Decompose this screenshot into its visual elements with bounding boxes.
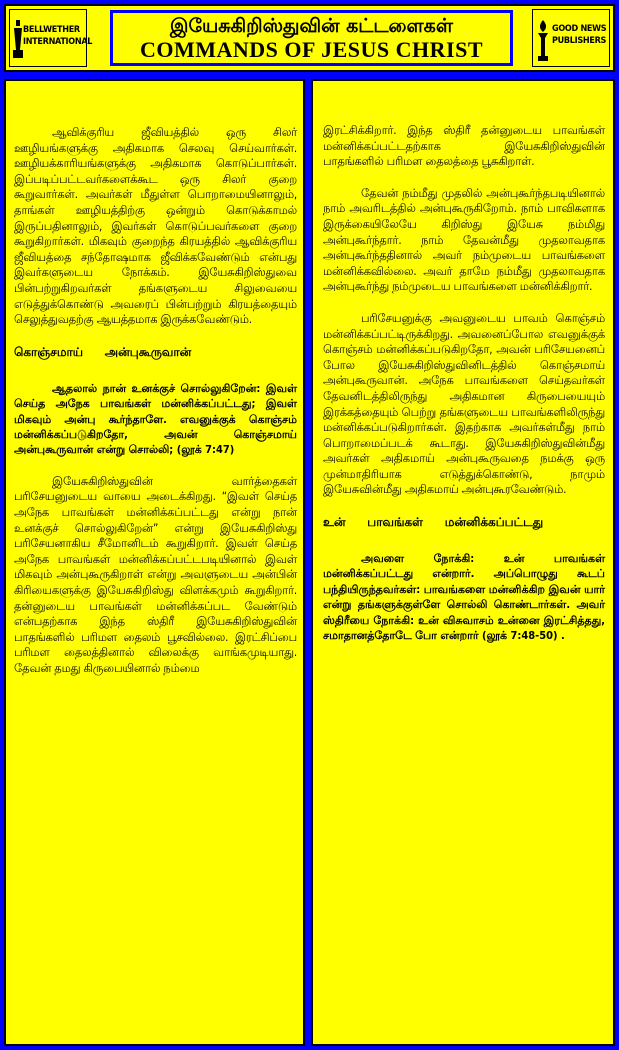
right-paragraph-1: இரட்சிக்கிறார். இந்த ஸ்திரீ தன்னுடைய பாவங்கள் மன்னிக்கப்பட்டதற்காக இயேசுகிறிஸ்துவின் பாதங்களில் பரிமள தைலத்தை பூசுகிறாள். — [323, 123, 605, 169]
right-paragraph-2: தேவன் நம்மீது முதலில் அன்புகூர்ந்தபடியினால் நாம் அவரிடத்தில் அன்புகூருகிறோம். நாம் பாவிகளாக இருக்கையிலேயே கிறிஸ்து இயேசு நம்மிது அன்புகூர்ந்தார். நாம் தேவன்மீது முதலாவதாக அன்புகூர்ந்ததினால் அவர் நம்முடைய பாவங்களை மன்னிக்கவில்லை. அவர் தாமே நம்மீது முதலாவதாக அன்புகூர்ந்து நம்முடைய பாவங்களை மன்னிக்கிறார். — [323, 185, 605, 294]
left-paragraph-1: ஆவிக்குரிய ஜீவியத்தில் ஒரு சிலர் ஊழியங்களுக்கு அதிகமாக செலவு செய்வார்கள். ஊழியக்காரியங்களுக்கு அதிகமாக கொடுப்பார்கள். இப்படிப்பட்டவர்களைக்கூட ஒரு சிலர் குறை கூறுவார்கள். அவர்கள் மீதுள்ள பொறாமையினாலும், தாங்கள் ஊழியத்திற்கு ஒன்றும் கொடுக்காமல் இருப்பதினாலும், இவர்கள் கொடுப்பவர்களை குறை கூறுகிறார்கள். மிகவும் குறைந்த கிரயத்தில் ஆவிக்குரிய ஜீவியத்தை சந்தோஷமாக ஜீவிக்கவேண்டும் என்பது இவர்களுடைய நோக்கம். இயேசுகிறிஸ்துவை பின்பற்றுகிறவர்கள் தங்களுடைய சிலுவையை எடுத்துக்கொண்டு அவரைப் பின்பற்றும் கிரயத்தையும் செலுத்துவதற்கு ஆயத்தமாக இருக்கவேண்டும். — [14, 125, 297, 327]
right-column — [311, 79, 615, 1046]
page-title-tamil: இயேசுகிறிஸ்துவின் கட்டளைகள் — [170, 15, 453, 37]
scripture-quote-luke-7-47: ஆதலால் நான் உனக்குச் சொல்லுகிறேன்: இவள் செய்த அநேக பாவங்கள் மன்னிக்கப்பட்டது; இவள் மிகவும் அன்பு கூர்ந்தாளே. எவனுக்குக் கொஞ்சம் மன்னிக்கப்படுகிறதோ, அவன் கொஞ்சமாய் அன்புகூருவான் என்று சொல்லி; (லூக் 7:47) — [14, 381, 297, 457]
left-column — [4, 79, 305, 1046]
logo-right-line2: PUBLISHERS — [552, 36, 607, 46]
logo-right-line1: GOOD NEWS — [552, 24, 607, 34]
bell-sheep-icon — [13, 20, 23, 60]
section-heading-little-love: கொஞ்சமாய் அன்புகூருவான் — [14, 344, 192, 359]
section-heading-sins-forgiven: உன் பாவங்கள் மன்னிக்கப்பட்டது — [323, 515, 544, 530]
right-paragraph-3: பரிசேயனுக்கு அவனுடைய பாவம் கொஞ்சம் மன்னிக்கப்பட்டிருக்கிறது. அவனைப்போல எவனுக்குக் கொஞ்சம் மன்னிக்கப்படுகிறதோ, அவன் பரிசேயனைப் போல இயேசுகிறிஸ்துவினிடத்தில் கொஞ்சமாய் அன்புகூருவான். அநேக பாவங்களை செய்தவர்கள் தேவனிடத்திலிருந்து அதிகமான கிருபையையும் இரக்கத்தையும் பெற்று தங்களுடைய பாவங்களிலிருந்து மன்னிக்கப்படுகிறார்கள். இதற்காக அவர்கள்மீது நாம் பொறாமைப்படக் கூடாது. இயேசுகிறிஸ்துவின்மீது அவர்கள் அதிகமாய் அன்புகூருவதை நமக்கு ஒரு முன்மாதிரியாக எடுத்துக்கொண்டு, நாமும் இயேசுவின்மீது அதிகமாய் அன்புகூரவேண்டும். — [323, 310, 605, 497]
scripture-quote-luke-7-48-50: அவளை நோக்கி: உன் பாவங்கள் மன்னிக்கப்பட்டது என்றார். அப்பொழுது கூடப் பந்தியிருந்தவர்கள்: பாவங்களை மன்னிக்கிற இவன் யார் என்று தங்களுக்குள்ளே சொல்லி கொண்டார்கள். அவர் ஸ்திரீயை நோக்கி: உன் விசுவாசம் உன்னை இரட்சித்தது, சமாதானத்தோடே போ என்றார் (லூக் 7:48-50) . — [323, 552, 605, 643]
torch-icon — [536, 20, 550, 62]
title-box — [110, 10, 513, 66]
bellwether-logo — [9, 9, 93, 67]
good-news-logo — [532, 9, 610, 67]
left-paragraph-2: இயேசுகிறிஸ்துவின் வார்த்தைகள் பரிசேயனுடைய வாயை அடைக்கிறது. “இவள் செய்த அநேக பாவங்கள் மன்னிக்கப்பட்டது என்று நான் உனக்குச் சொல்லுகிறேன்” என்று இயேசுகிறிஸ்து பரிசேயனாகிய சீமோனிடம் கூறுகிறார். இவள் செய்த அநேக பாவங்கள் மன்னிக்கப்பட்டபடியினால் இவள் மிகவும் அன்புகூருகிறாள் என்று அவளுடைய அன்பின் கிரியைகளுக்கு இயேசுகிறிஸ்து விளக்கமும் கூறுகிறார். தன்னுடைய பாவங்கள் மன்னிக்கப்பட வேண்டும் என்பதற்காக இந்த ஸ்திரீ இயேசுகிறிஸ்துவின் பாதங்களில் பரிமள தைலம் பூசவில்லை. இரட்சிப்பை பரிமள தைலத்தினால் விலைக்கு வாங்கமுடியாது. தேவன் தமது கிருபையினால் நம்மை — [14, 473, 297, 675]
logo-left-line1: BELLWETHER — [23, 25, 80, 35]
page-title-english: COMMANDS OF JESUS CHRIST — [139, 37, 484, 62]
page-header — [4, 4, 615, 72]
logo-left-line2: INTERNATIONAL — [23, 37, 93, 47]
